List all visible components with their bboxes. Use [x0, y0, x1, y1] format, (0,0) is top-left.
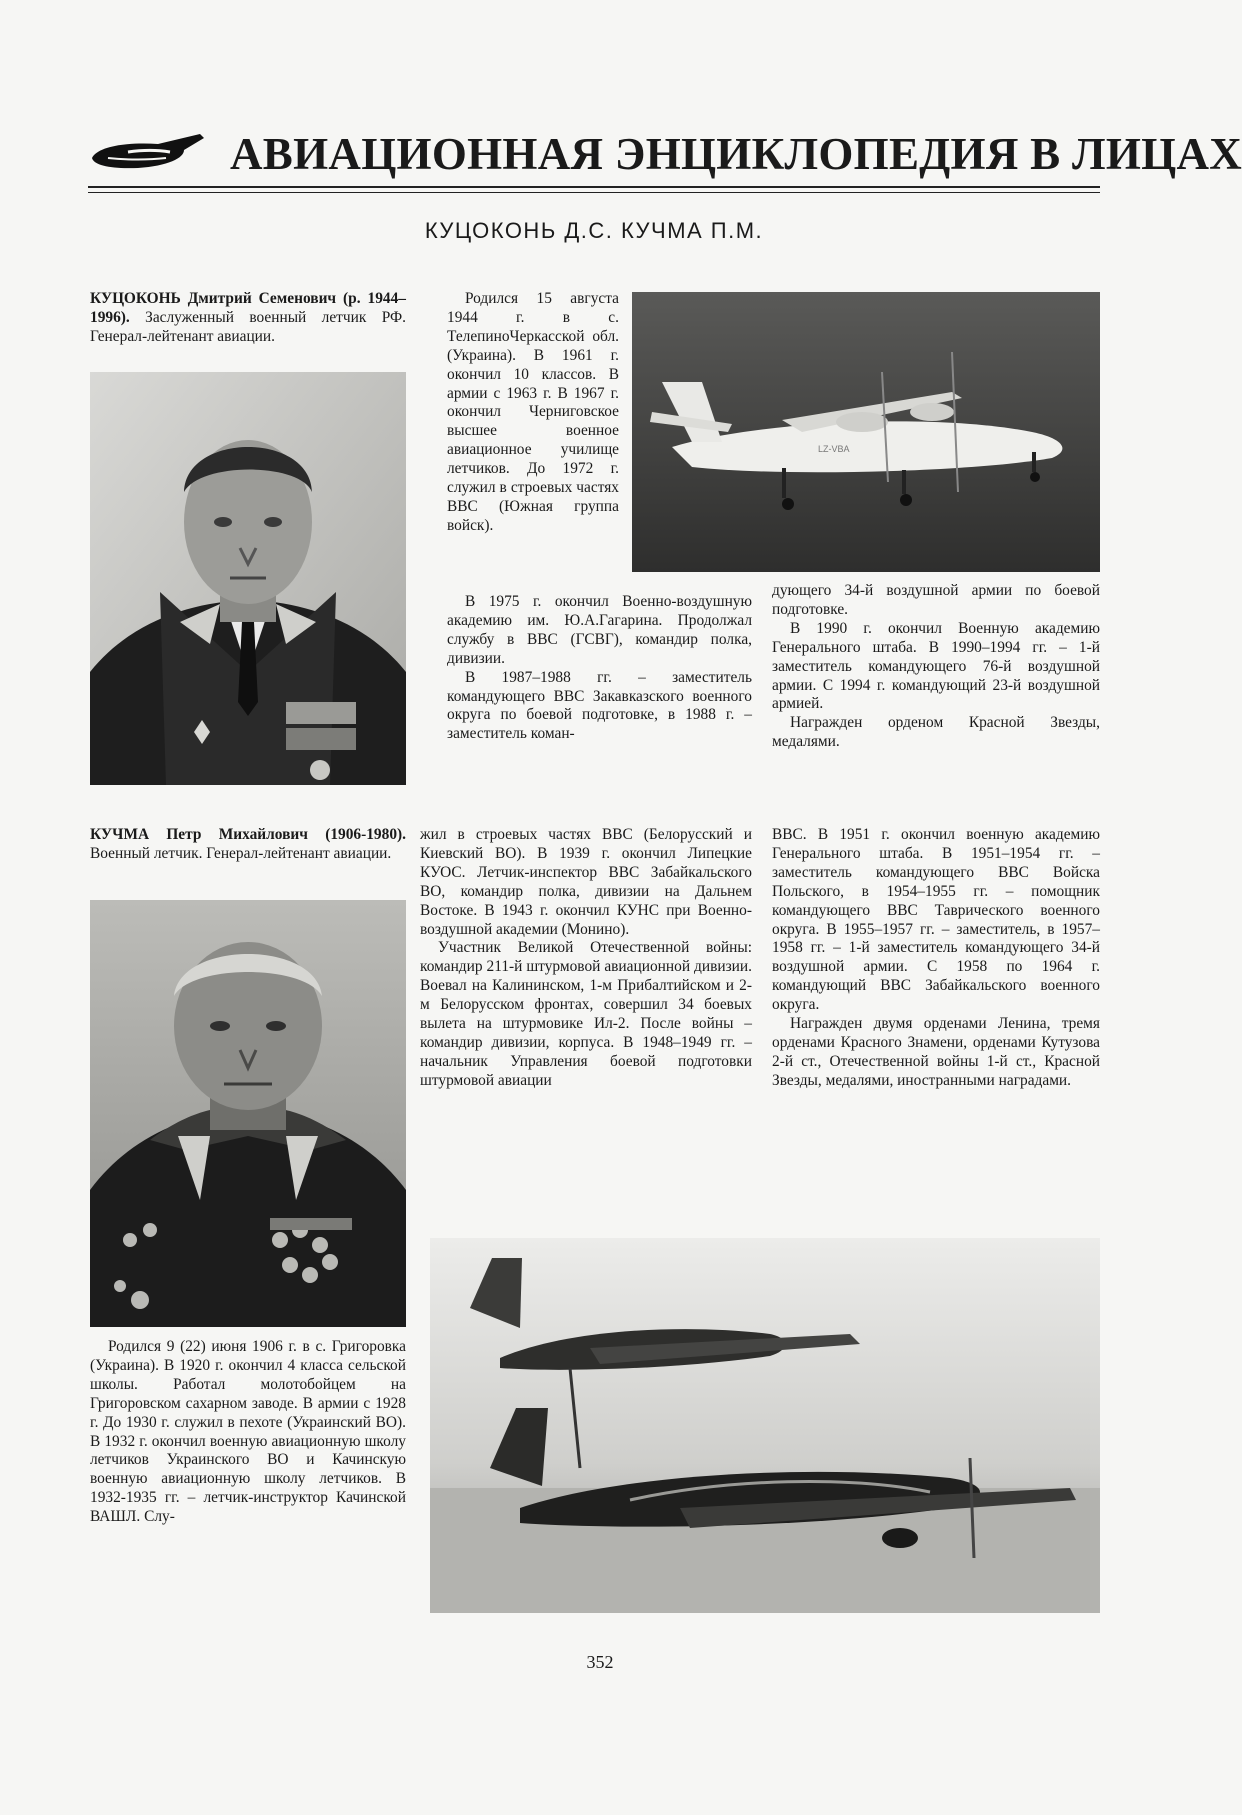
kuchma-name: КУЧМА Петр Михайлович (1906-1980). — [90, 826, 406, 843]
kuchma-bio-p4: ВВС. В 1951 г. окончил военную академию Генерального штаба. В 1951–1954 гг. – заместитель командующего ВВС Войска Польского, в 1954–1955 гг. – помощник командующего ВВС Таврического военного округа. В 1955–1957 гг. – заместитель, в 1957–1958 гг. – 1-й заместитель командующего 34-й воздушной армии. С 1958 по 1964 г. командующий ВВС Забайкальского военного округа. — [772, 826, 1100, 1014]
aircraft-logo-icon — [88, 124, 208, 176]
header-rule-thin — [88, 192, 1100, 193]
kuchma-intro-text: Военный летчик. Генерал-лейтенант авиации. — [90, 844, 392, 862]
kuchma-intro — [90, 826, 406, 864]
kutsokon-bio-p3: В 1987–1988 гг. – заместитель командующего ВВС Закавказского военного округа по боевой подготовке, в 1988 г. – заместитель коман- — [447, 668, 752, 743]
kutsokon-intro — [90, 290, 406, 347]
kutsokon-col3 — [772, 582, 1100, 752]
kutsokon-bio-p6: Награжден орденом Красной Звезды, медалями. — [772, 714, 1100, 751]
kutsokon-bio-p2: В 1975 г. окончил Военно-воздушную академию им. Ю.А.Гагарина. Продолжал службу в ВВС (ГСВГ), командир полка, дивизии. — [447, 593, 752, 667]
kuchma-bio-p1: Родился 9 (22) июня 1906 г. в с. Григоровка (Украина). В 1920 г. окончил 4 класса сельской школы. Работал молотобойцем на Григоровском сахарном заводе. В армии с 1928 г. До 1930 г. служил в пехоте (Украинский ВО). В 1932 г. окончил военную авиационную школу летчиков Украинского ВО и Качинскую военную авиационную школу летчиков. В 1932-1935 гг. – летчик-инструктор Качинской ВАШЛ. Слу- — [90, 1338, 406, 1526]
il2-aircraft-photo — [430, 1238, 1100, 1613]
kuchma-bio-p3: Участник Великой Отечественной войны: командир 211-й штурмовой авиационной дивизии. Воевал на Калининском, 1-м Прибалтийском и 2-м Белорусском фронтах, совершил 34 боевых вылета на штурмовике Ил-2. После войны – командир дивизии, корпуса. В 1948–1949 гг. – начальник Управления боевой подготовки штурмовой авиации — [420, 939, 752, 1089]
kuchma-portrait — [90, 900, 406, 1327]
page-subtitle: КУЦОКОНЬ Д.С. КУЧМА П.М. — [424, 218, 764, 243]
kuchma-bio-p5: Награжден двумя орденами Ленина, тремя орденами Красного Знамени, орденами Кутузова 2-й ст., Отечественной войны 1-й ст., Красной Звезды, медалями, иностранными наградами. — [772, 1015, 1100, 1089]
page-number: 352 — [586, 1652, 614, 1672]
kuchma-col2 — [420, 826, 752, 1091]
kutsokon-name: КУЦОКОНЬ Дмитрий Семенович (р. 1944–1996). — [90, 290, 406, 326]
kutsokon-portrait — [90, 372, 406, 785]
transport-aircraft-photo — [632, 292, 1100, 572]
kuchma-col3 — [772, 826, 1100, 1091]
kutsokon-col2-bottom — [447, 593, 752, 744]
kutsokon-bio-p5: В 1990 г. окончил Военную академию Генерального штаба. В 1990–1994 гг. – 1-й заместитель командующего 76-й воздушной армии. С 1994 г. командующий 23-й воздушной армией. — [772, 619, 1100, 713]
kutsokon-col2-top — [447, 290, 619, 536]
kutsokon-intro-text: Заслуженный военный летчик РФ. Генерал-лейтенант авиации. — [90, 308, 406, 345]
kutsokon-bio-p1: Родился 15 августа 1944 г. в с. ТелепиноЧеркасской обл. (Украина). В 1961 г. окончил 10 классов. В армии с 1963 г. В 1967 г. окончил Черниговское высшее военное авиационное училище летчиков. До 1972 г. служил в строевых частях ВВС (Южная группа войск). — [447, 290, 619, 534]
page-title: АВИАЦИОННАЯ ЭНЦИКЛОПЕДИЯ В ЛИЦАХ — [230, 129, 1242, 179]
kutsokon-bio-p4: дующего 34-й воздушной армии по боевой подготовке. — [772, 582, 1100, 618]
kuchma-bio-p2: жил в строевых частях ВВС (Белорусский и Киевский ВО). В 1939 г. окончил Липецкие КУОС. Летчик-инспектор ВВС Забайкальского ВО, командир полка, дивизии на Дальнем Востоке. В 1943 г. окончил КУНС при Военно-воздушной академии (Монино). — [420, 826, 752, 938]
aircraft-registration: LZ-VBA — [818, 444, 850, 454]
kuchma-col1 — [90, 1338, 406, 1527]
header-rule — [88, 186, 1100, 188]
